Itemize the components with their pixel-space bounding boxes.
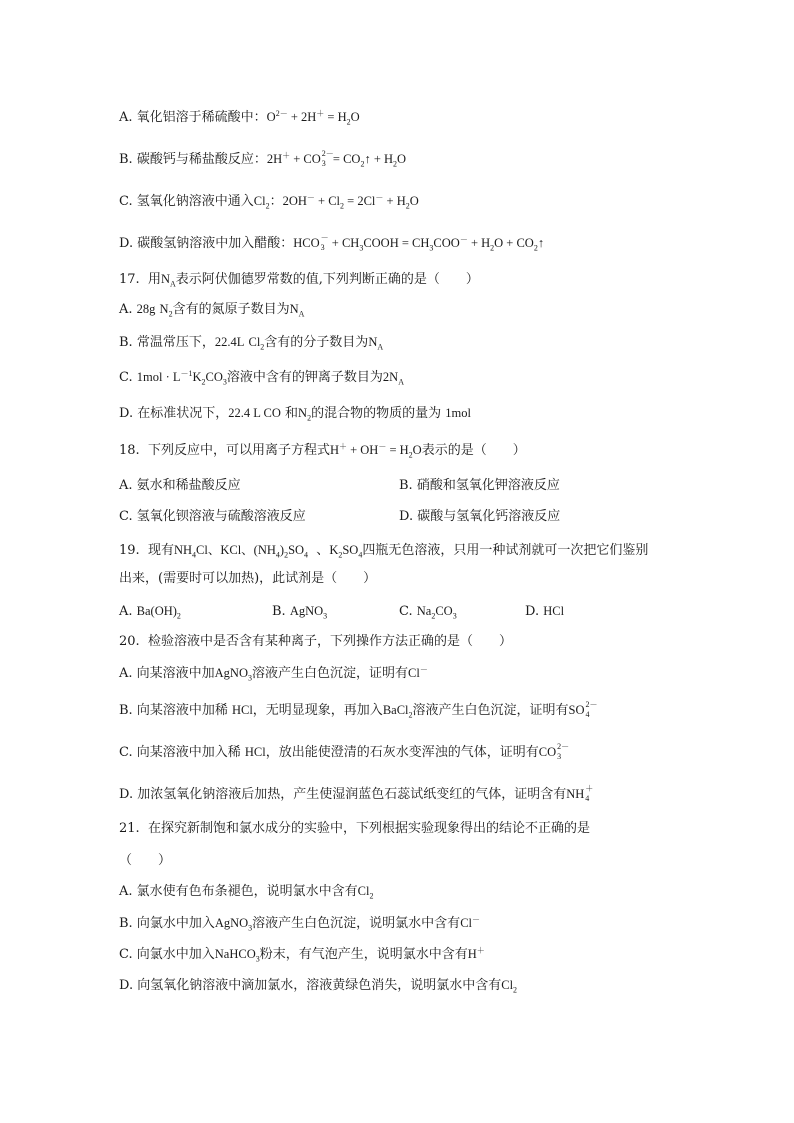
text-line-l23: A. 氯水使有色布条褪色，说明氯水中含有$Cl_2$: [119, 884, 374, 901]
text-line-l10: 18. 下列反应中，可以用离子方程式$H^+ + OH^- = H_2O$表示的是（ ）: [119, 441, 526, 460]
text-line-l13: 19. 现有$NH_4Cl$、KCl、$(NH_4)_2SO_4$ 、$K_2SO_4$四瓶无色溶液，只用一种试剂就可一次把它们鉴别: [119, 543, 649, 560]
text-line-l15a: A. $Ba(OH)_2$: [119, 604, 181, 621]
text-line-l11a: A. 氨水和稀盐酸反应: [119, 478, 241, 493]
text-line-l12b: D. 碳酸与氢氧化钙溶液反应: [399, 509, 561, 524]
text-line-l24: B. 向氯水中加入AgNO$_3$溶液产生白色沉淀，说明氯水中含有Cl－: [119, 914, 480, 933]
text-line-l14: 出来，(需要时可以加热)，此试剂是（ ）: [119, 571, 377, 586]
text-line-l19: C. 向某溶液中加入稀 HCl，放出能使澄清的石灰水变浑浊的气体，证明有CO 2－ 3: [119, 742, 570, 761]
text-line-l25: C. 向氯水中加入NaHCO$_3$粉末，有气泡产生，说明氯水中含有H＋: [119, 945, 485, 964]
text-line-l26: D. 向氢氧化钠溶液中滴加氯水，溶液黄绿色消失，说明氯水中含有$Cl_2$: [119, 978, 518, 995]
text-line-l1: A. 氧化铝溶于稀硫酸中：$O^{2-} + 2H^+ = H_2O$: [119, 108, 360, 127]
text-line-l21: 21. 在探究新制饱和氯水成分的实验中，下列根据实验现象得出的结论不正确的是: [119, 821, 590, 836]
text-line-l8: C. $1mol \cdot L^{-1}K_2CO_3$溶液中含有的钾离子数目为$2N_A$: [119, 368, 404, 387]
text-line-l17: A. 向某溶液中加AgNO$_3$溶液产生白色沉淀，证明有Cl－: [119, 664, 428, 683]
text-line-l20: D. 加浓氢氧化钠溶液后加热，产生使湿润蓝色石蕊试纸变红的气体，证明含有NH ＋ 4: [119, 784, 594, 803]
text-line-l3: C. 氢氧化钠溶液中通入$Cl_2$：$2OH^- + Cl_2 = 2Cl^- + H_2O$: [119, 192, 419, 211]
text-line-l9: D. 在标准状况下，22.4 L CO 和$N_2$的混合物的物质的量为 1mol: [119, 406, 471, 423]
text-line-l6: A. 28g $N_2$含有的氮原子数目为$N_A$: [119, 302, 305, 319]
text-line-l2: B. 碳酸钙与稀盐酸反应：2H＋ + CO 2－ 3 = $CO_2↑ + H_2O$: [119, 149, 407, 169]
text-line-l4: D. 碳酸氢钠溶液中加入醋酸：HCO － 3 + $CH_3COOH = CH_3COO^- + H_2O$ + $CO_2↑$: [119, 233, 545, 253]
text-line-l18: B. 向某溶液中加稀 HCl，无明显现象，再加入BaCl$_2$溶液产生白色沉淀，证明有SO 2－ 4: [119, 700, 598, 720]
text-line-l5: 17. 用$N_A$表示阿伏伽德罗常数的值,下列判断正确的是（ ）: [119, 272, 479, 289]
text-line-l15c: C. $Na_2CO_3$: [399, 604, 457, 621]
text-line-l11b: B. 硝酸和氢氧化钾溶液反应: [399, 478, 560, 493]
text-line-l22: （ ）: [119, 853, 172, 868]
text-line-l15b: B. AgNO$_3$: [272, 604, 328, 621]
text-line-l16: 20. 检验溶液中是否含有某种离子，下列操作方法正确的是（ ）: [119, 634, 512, 649]
text-line-l7: B. 常温常压下，22.4L $Cl_2$含有的分子数目为$N_A$: [119, 335, 384, 352]
text-line-l15d: D. HCl: [525, 604, 565, 619]
text-line-l12a: C. 氢氧化钡溶液与硫酸溶液反应: [119, 509, 306, 524]
